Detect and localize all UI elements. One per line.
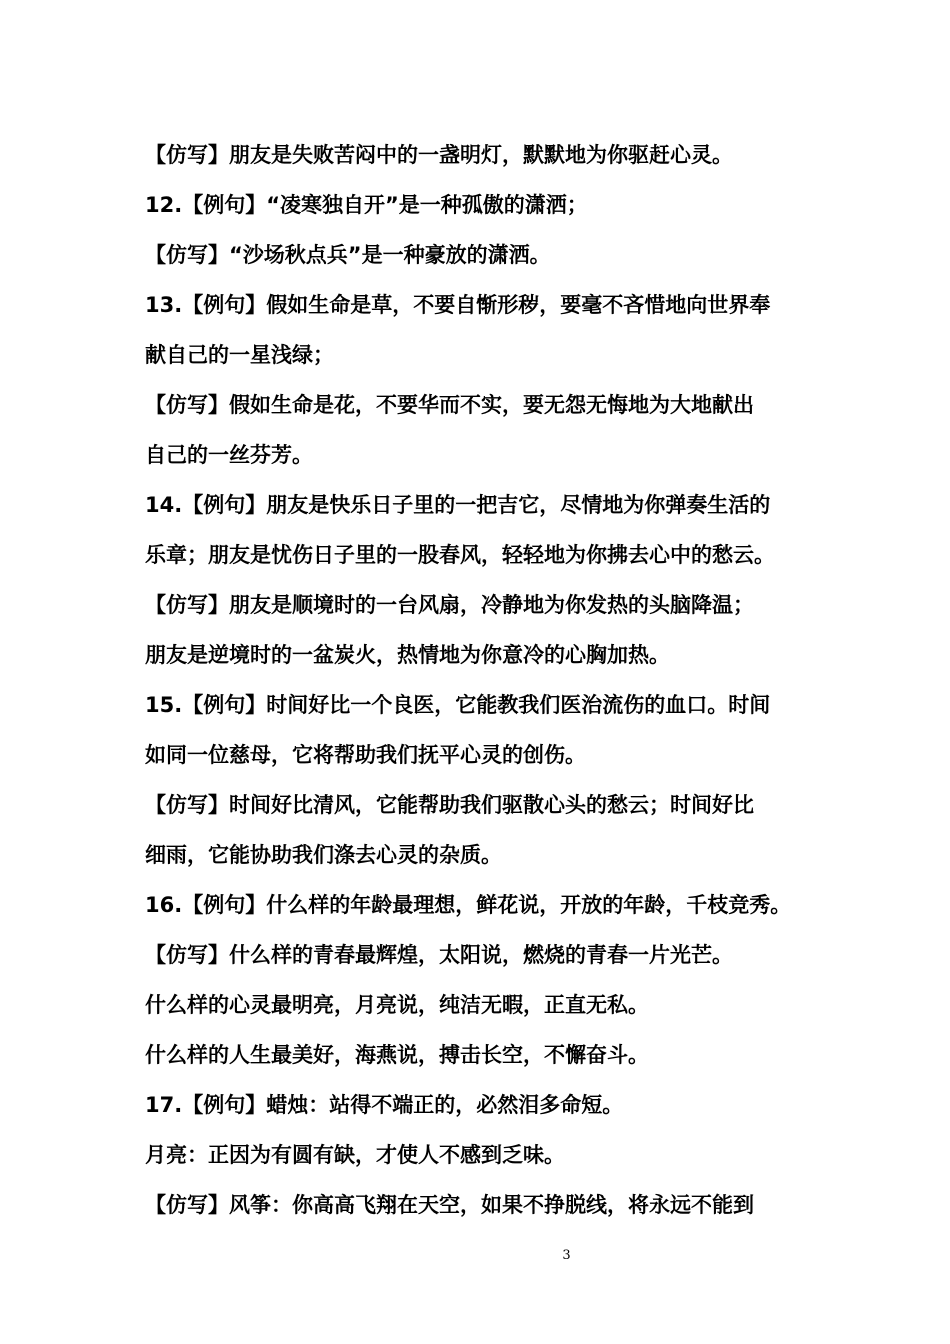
text-line: 13.【例句】假如生命是草，不要自惭形秽，要毫不吝惜地向世界奉 [145, 293, 771, 317]
text-line: 12.【例句】“凌寒独自开”是一种孤傲的潇洒； [145, 193, 588, 217]
text-line: 【仿写】朋友是失败苦闷中的一盏明灯，默默地为你驱赶心灵。 [145, 143, 733, 167]
text-line: 15.【例句】时间好比一个良医，它能教我们医治流伤的血口。时间 [145, 693, 771, 717]
text-body [145, 130, 835, 1230]
text-line: 乐章；朋友是忧伤日子里的一股春风，轻轻地为你拂去心中的愁云。 [145, 543, 775, 567]
text-line: 16.【例句】什么样的年龄最理想，鲜花说，开放的年龄，千枝竞秀。 [145, 893, 792, 917]
text-line: 细雨，它能协助我们涤去心灵的杂质。 [145, 843, 502, 867]
text-line: 14.【例句】朋友是快乐日子里的一把吉它，尽情地为你弹奏生活的 [145, 493, 771, 517]
text-line: 【仿写】什么样的青春最辉煌，太阳说，燃烧的青春一片光芒。 [145, 943, 733, 967]
text-line: 自己的一丝芬芳。 [145, 443, 313, 467]
text-line: 17.【例句】蜡烛：站得不端正的，必然泪多命短。 [145, 1093, 624, 1117]
text-line: 什么样的心灵最明亮，月亮说，纯洁无暇，正直无私。 [145, 993, 649, 1017]
text-line: 【仿写】朋友是顺境时的一台风扇，冷静地为你发热的头脑降温； [145, 593, 754, 617]
text-line: 朋友是逆境时的一盆炭火，热情地为你意冷的心胸加热。 [145, 643, 670, 667]
text-line: 献自己的一星浅绿； [145, 343, 334, 367]
text-line: 【仿写】假如生命是花，不要华而不实，要无怨无悔地为大地献出 [145, 393, 754, 417]
text-line: 月亮：正因为有圆有缺，才使人不感到乏味。 [145, 1143, 565, 1167]
page-number: 3 [562, 1248, 571, 1263]
text-line: 【仿写】风筝：你高高飞翔在天空，如果不挣脱线，将永远不能到 [145, 1193, 754, 1217]
text-line: 【仿写】“沙场秋点兵”是一种豪放的潇洒。 [145, 243, 551, 267]
text-line: 如同一位慈母，它将帮助我们抚平心灵的创伤。 [145, 743, 586, 767]
text-line: 【仿写】时间好比清风，它能帮助我们驱散心头的愁云；时间好比 [145, 793, 754, 817]
text-line: 什么样的人生最美好，海燕说，搏击长空，不懈奋斗。 [145, 1043, 649, 1067]
